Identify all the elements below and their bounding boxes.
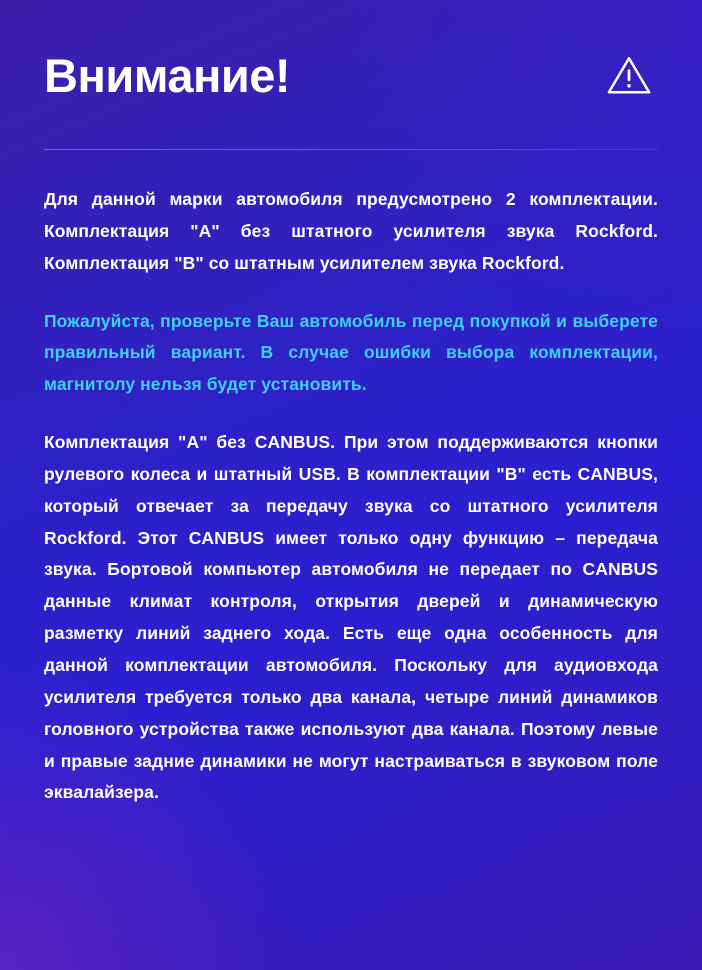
paragraph-warning: Пожалуйста, проверьте Ваш автомобиль перед покупкой и выберете правильный вариант. В случае ошибки выбора комплектации, магнитолу нельзя будет установить. (44, 310, 658, 395)
paragraph-intro: Для данной марки автомобиля предусмотрено 2 комплектации. Комплектация "А" без штатного усилителя звука Rockford. Комплектация "В" со штатным усилителем звука Rockford. (44, 189, 658, 273)
notice-body (44, 184, 658, 809)
paragraph-details: Комплектация "А" без CANBUS. При этом поддерживаются кнопки рулевого колеса и штатный USB. В комплектации "В" есть CANBUS, который отвечает за передачу звука со штатного усилителя Rockford. Этот CANBUS имеет только одну функцию – передача звука. Бортовой компьютер автомобиля не передает по CANBUS данные климат контроля, открытия дверей и динамическую разметку линий заднего хода. Есть еще одна особенность для данной комплектации автомобиля. Поскольку для аудиовхода усилителя требуется только два канала, четыре линий динамиков головного устройства также используют два канала. Поэтому левые и правые задние динамики не могут настраиваться в звуковом поле эквалайзера. (44, 432, 658, 803)
header-divider (44, 149, 658, 150)
page-title: Внимание! (44, 49, 291, 102)
warning-triangle-icon (606, 53, 652, 99)
page-header (44, 46, 658, 102)
